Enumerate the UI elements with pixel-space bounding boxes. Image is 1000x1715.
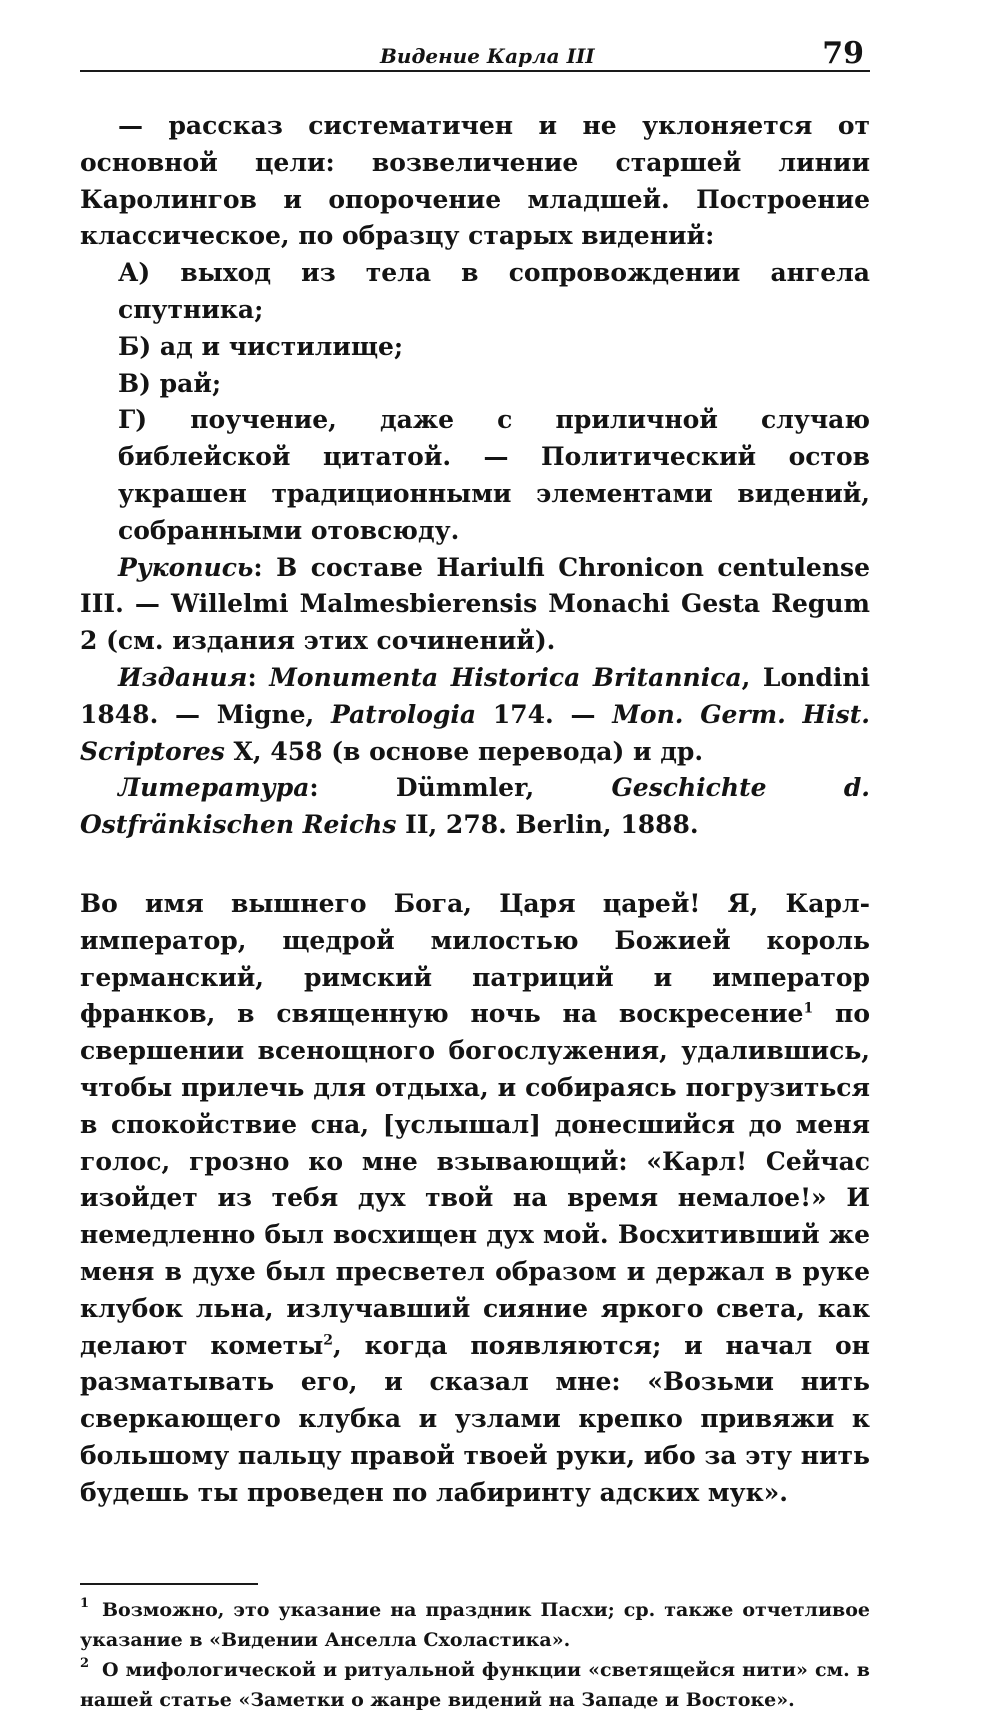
running-title: Видение Карла III	[380, 44, 595, 68]
structure-item-b: Б) ад и чистилище;	[118, 331, 404, 361]
footnote-mark: 2	[80, 1656, 90, 1672]
footnote-divider	[80, 1583, 258, 1585]
footnote-text: Возможно, это указание на праздник Пасхи; ср. также отчетливое указание в «Видении Анселла Схоластика».	[80, 1599, 870, 1652]
literature-title: Geschichte d. Ostfränkischen Reichs	[80, 773, 871, 840]
literature-note: Литература: Dümmler, Geschichte d. Ostfränkischen Reichs II, 278. Berlin, 1888.	[80, 773, 871, 840]
introduction-section	[80, 108, 870, 844]
running-head	[80, 28, 870, 72]
manuscript-note	[80, 550, 870, 660]
literature-label: Литература	[118, 773, 310, 803]
structure-item-c: В) рай;	[118, 368, 222, 398]
footnote-mark: 1	[80, 1596, 90, 1612]
footnote-ref-2[interactable]: 2	[323, 1332, 334, 1349]
editions-label: Издания	[118, 662, 248, 692]
edition-patrologia: Patrologia	[330, 699, 477, 729]
manuscript-label: Рукопись	[118, 552, 254, 582]
structure-item-a: А) выход из тела в сопровождении ангела спутника;	[118, 258, 870, 324]
book-page	[80, 28, 870, 1715]
edition-mgh: Mon. Germ. Hist. Scriptores	[80, 699, 870, 766]
footnote-1	[80, 1595, 870, 1655]
footnote-2	[80, 1655, 870, 1715]
structure-item-d: Г) поучение, даже с приличной случаю библейской цитатой. — Политический остов украшен традиционными элементами видений, собранными отовсюду.	[118, 405, 870, 545]
vision-paragraph: Во имя вышнего Бога, Царя царей! Я, Карл-император, щедрой милостью Божией король германский, римский патриций и император франков, в священную ночь на воскресение$^1$ по свершении всенощного богослужения, удалившись, чтобы прилечь для отдыха, и собираясь погрузиться в спокойствие сна, [услышал] донесшийся до меня голос, грозно ко мне взывающий: «Карл! Сейчас изойдет из тебя дух твой на время немалое!» И немедленно был восхищен дух мой. Восхитивший же меня в духе был пресветел образом и держал в руке клубок льна, излучавший сияние яркого света, как делают кометы$^2$, когда появляются; и начал он разматывать его, и сказал мне: «Возьми нить сверкающего клубка и узлами крепко привяжи к большому пальцу правой твоей руки, ибо за эту нить будешь ты проведен по лабиринту адских мук».	[80, 888, 870, 1507]
intro-paragraph: — рассказ систематичен и не уклоняется от основной цели: возвеличение старшей линии Каролингов и опорочение младшей. Построение классическое, по образцу старых видений:	[80, 111, 870, 251]
manuscript-text: : В составе Hariulfi Chronicon centulense III. — Willelmi Malmesbierensis Monachi Gesta Regum 2 (см. издания этих сочинений).	[80, 552, 870, 656]
edition-mhb: Monumenta Historica Britannica	[269, 662, 742, 692]
editions-note: Издания: Monumenta Historica Britannica, Londini 1848. — Migne, Patrologia 174. — Mon. Germ. Hist. Scriptores X, 458 (в основе перевода) и др.	[80, 662, 870, 766]
footnote-text: О мифологической и ритуальной функции «светящейся нити» см. в нашей статье «Заметки о жанре видений на Западе и Востоке».	[80, 1659, 870, 1712]
footnotes	[80, 1595, 870, 1715]
vision-text	[80, 886, 870, 1512]
footnote-ref-1[interactable]: 1	[803, 1001, 814, 1017]
page-number: 79	[822, 36, 864, 71]
